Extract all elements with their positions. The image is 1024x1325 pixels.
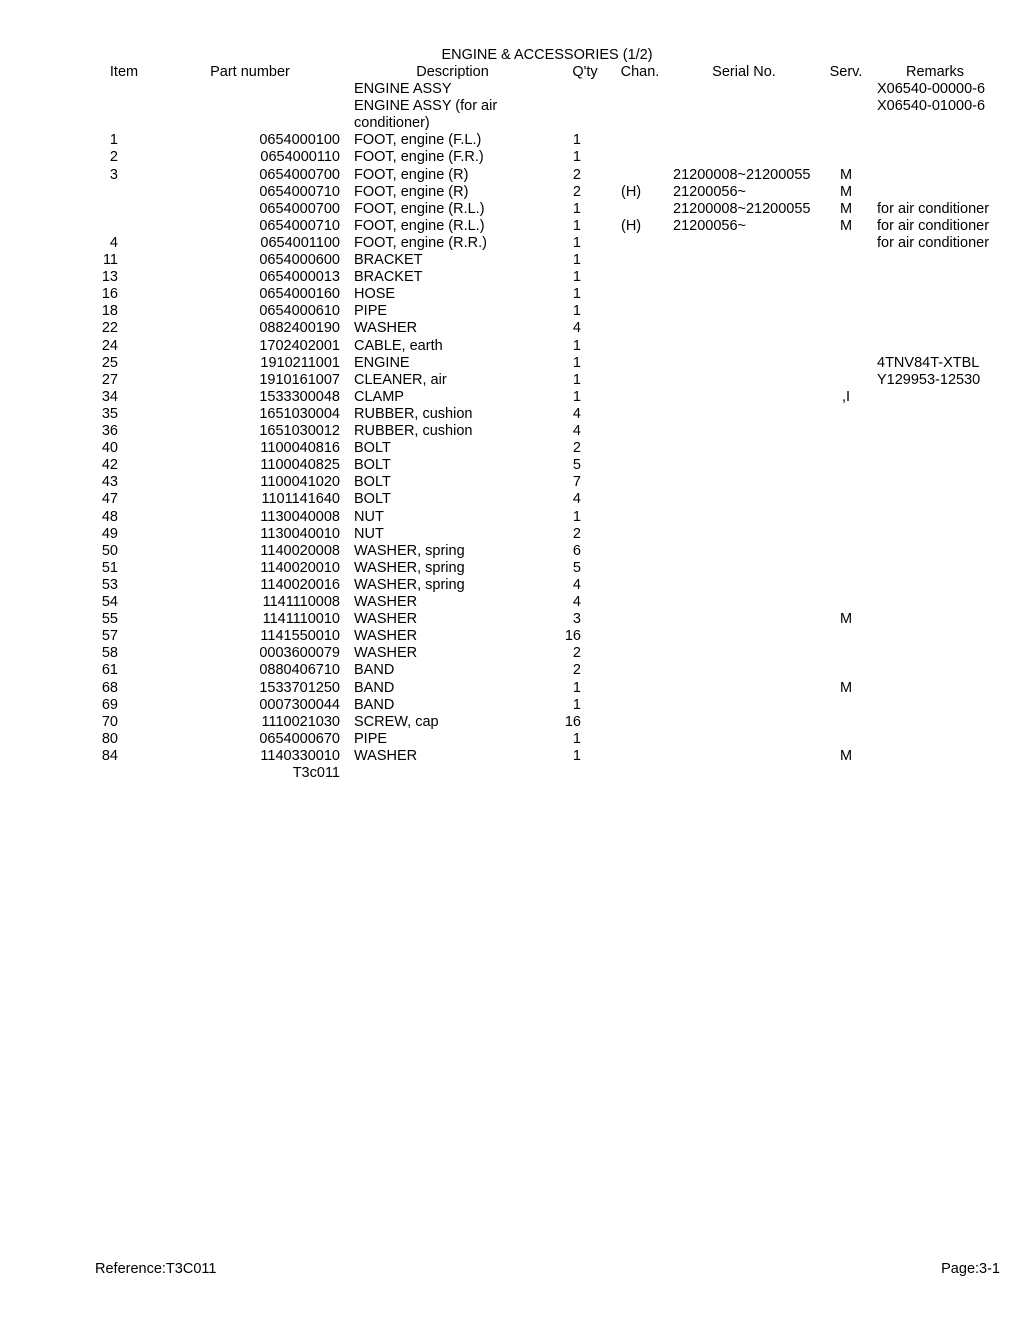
description: ENGINE ASSY (for air	[354, 98, 498, 115]
table-row	[0, 560, 1024, 577]
quantity: 1	[572, 388, 581, 405]
service-code: M	[839, 200, 853, 217]
description: WASHER	[354, 645, 418, 662]
quantity: 5	[572, 457, 581, 474]
part-number: 1100041020	[260, 474, 340, 491]
quantity: 1	[572, 747, 581, 764]
description: FOOT, engine (R.R.)	[354, 234, 487, 251]
quantity: 2	[572, 662, 581, 679]
item-number: 57	[101, 628, 118, 645]
item-number: 13	[101, 269, 118, 286]
part-number: 1141110008	[262, 594, 340, 610]
description: FOOT, engine (R)	[354, 166, 469, 183]
description: BOLT	[354, 457, 391, 474]
table-row	[0, 423, 1024, 440]
service-code: M	[839, 679, 853, 696]
serial-number: 21200056~	[673, 217, 746, 234]
change-code: (H)	[621, 183, 642, 200]
description: RUBBER, cushion	[354, 405, 473, 422]
quantity: 1	[572, 508, 581, 525]
table-row	[0, 372, 1024, 389]
header-chan: Chan.	[620, 64, 660, 80]
part-number: 0654000013	[259, 269, 340, 286]
quantity: 16	[564, 713, 581, 730]
header-serv: Serv.	[829, 64, 863, 80]
quantity: 2	[572, 440, 581, 457]
part-number: 1130040008	[260, 508, 340, 525]
description: CLAMP	[354, 388, 404, 405]
part-number: 0654000100	[259, 132, 340, 149]
quantity: 1	[572, 371, 581, 388]
description: PIPE	[354, 730, 388, 747]
part-number: 1140020008	[260, 542, 340, 559]
remarks: for air conditioner	[877, 217, 990, 234]
description: BAND	[354, 679, 395, 696]
quantity: 2	[572, 166, 581, 183]
description: BRACKET	[354, 252, 423, 268]
table-row	[0, 235, 1024, 252]
remarks: 4TNV84T-XTBL	[877, 354, 980, 371]
table-row	[0, 389, 1024, 406]
description: FOOT, engine (R)	[354, 183, 469, 200]
item-number: 40	[101, 440, 118, 457]
header-remarks: Remarks	[905, 64, 964, 80]
table-row	[0, 457, 1024, 474]
description: BAND	[354, 696, 395, 713]
item-number: 3	[109, 166, 118, 183]
description: CABLE, earth	[354, 337, 443, 354]
description: SCREW, cap	[354, 713, 439, 730]
part-number: 1141110010	[262, 611, 340, 628]
part-number: 0654000610	[259, 303, 340, 320]
quantity: 1	[572, 252, 581, 268]
part-number: 1100040825	[260, 457, 340, 474]
table-row	[0, 765, 1024, 782]
header-description: Description	[416, 64, 489, 80]
part-number: 0654000700	[259, 166, 340, 183]
table-row	[0, 645, 1024, 662]
description: WASHER	[354, 594, 418, 610]
quantity: 2	[572, 183, 581, 200]
description: RUBBER, cushion	[354, 423, 473, 439]
part-number: 1910211001	[260, 354, 340, 371]
part-number: 1140020010	[260, 559, 340, 576]
part-number: 1100040816	[260, 440, 340, 457]
part-number: 1910161007	[259, 371, 340, 388]
item-number: 24	[101, 337, 118, 354]
item-number: 47	[101, 491, 118, 508]
description: WASHER	[354, 628, 418, 645]
table-row	[0, 252, 1024, 269]
item-number: 84	[101, 747, 118, 764]
table-row	[0, 697, 1024, 714]
item-number: 61	[101, 662, 118, 679]
item-number: 27	[101, 371, 118, 388]
description: conditioner)	[354, 115, 430, 132]
table-row	[0, 355, 1024, 372]
table-row	[0, 474, 1024, 491]
description: FOOT, engine (R.L.)	[354, 217, 485, 234]
description: FOOT, engine (F.L.)	[354, 132, 482, 149]
quantity: 2	[572, 525, 581, 542]
item-number: 49	[101, 525, 118, 542]
part-number: 0880406710	[259, 662, 340, 679]
description: PIPE	[354, 303, 388, 320]
item-number: 50	[101, 542, 118, 559]
part-number: 1130040010	[260, 525, 340, 542]
quantity: 1	[572, 354, 581, 371]
table-row	[0, 81, 1024, 98]
description: BRACKET	[354, 269, 423, 286]
remarks: X06540-00000-6	[877, 81, 986, 97]
description: BOLT	[354, 491, 391, 508]
table-row	[0, 269, 1024, 286]
part-number: 0654000700	[259, 200, 340, 217]
description: WASHER, spring	[354, 576, 465, 593]
quantity: 1	[572, 679, 581, 696]
description: WASHER, spring	[354, 559, 465, 576]
service-code: M	[839, 183, 853, 200]
part-number: 1651030004	[259, 405, 340, 422]
table-row	[0, 286, 1024, 303]
item-number: 36	[101, 423, 118, 439]
remarks: X06540-01000-6	[877, 98, 986, 115]
quantity: 1	[572, 149, 581, 166]
remarks: for air conditioner	[877, 200, 990, 217]
remarks: Y129953-12530	[877, 371, 981, 388]
table-row	[0, 132, 1024, 149]
description: NUT	[354, 525, 384, 542]
description: WASHER	[354, 611, 418, 628]
quantity: 1	[572, 132, 581, 149]
item-number: 11	[102, 252, 118, 268]
table-row	[0, 662, 1024, 679]
quantity: 1	[572, 286, 581, 303]
remarks: for air conditioner	[877, 234, 990, 251]
item-number: 4	[109, 234, 118, 251]
footer-reference: Reference:T3C011	[95, 1261, 217, 1277]
table-row	[0, 731, 1024, 748]
item-number: 1	[109, 132, 118, 149]
table-row	[0, 628, 1024, 645]
part-number: 1110021030	[261, 713, 340, 730]
table-row	[0, 184, 1024, 201]
item-number: 25	[101, 354, 118, 371]
item-number: 69	[101, 696, 118, 713]
part-number: 1702402001	[259, 337, 340, 354]
page-title: ENGINE & ACCESSORIES (1/2)	[441, 47, 653, 63]
quantity: 1	[572, 303, 581, 320]
table-row	[0, 526, 1024, 543]
part-number: 1141550010	[260, 628, 340, 645]
table-row	[0, 115, 1024, 132]
description: WASHER	[354, 747, 418, 764]
part-number: 0654000600	[259, 252, 340, 268]
quantity: 16	[564, 628, 581, 645]
item-number: 42	[101, 457, 118, 474]
service-code: M	[839, 217, 853, 234]
table-row	[0, 491, 1024, 508]
table-row	[0, 338, 1024, 355]
item-number: 35	[101, 405, 118, 422]
quantity: 1	[572, 234, 581, 251]
item-number: 58	[101, 645, 118, 662]
table-row	[0, 218, 1024, 235]
quantity: 1	[572, 217, 581, 234]
quantity: 7	[572, 474, 581, 491]
description: FOOT, engine (F.R.)	[354, 149, 484, 166]
item-number: 2	[109, 149, 118, 166]
table-row	[0, 748, 1024, 765]
part-number: 0882400190	[259, 320, 340, 337]
table-row	[0, 167, 1024, 184]
part-number: 0003600079	[259, 645, 340, 662]
quantity: 4	[572, 423, 581, 439]
table-row	[0, 611, 1024, 628]
service-code: M	[839, 747, 853, 764]
description: ENGINE	[354, 354, 410, 371]
item-number: 18	[101, 303, 118, 320]
change-code: (H)	[621, 217, 642, 234]
description: FOOT, engine (R.L.)	[354, 200, 485, 217]
item-number: 70	[101, 713, 118, 730]
part-number: T3c011	[292, 765, 340, 781]
part-number: 1533701250	[259, 679, 340, 696]
quantity: 3	[572, 611, 581, 628]
table-row	[0, 509, 1024, 526]
description: CLEANER, air	[354, 371, 447, 388]
description: BOLT	[354, 440, 391, 457]
quantity: 6	[572, 542, 581, 559]
description: WASHER	[354, 320, 418, 337]
item-number: 80	[101, 730, 118, 747]
description: NUT	[354, 508, 384, 525]
quantity: 4	[572, 320, 581, 337]
quantity: 1	[572, 696, 581, 713]
part-number: 0007300044	[259, 696, 340, 713]
header-item: Item	[109, 64, 139, 80]
quantity: 2	[572, 645, 581, 662]
part-number: 1101141640	[261, 491, 340, 508]
part-number: 0654000110	[260, 149, 340, 166]
part-number: 1140330010	[260, 747, 340, 764]
description: BAND	[354, 662, 395, 679]
table-row	[0, 98, 1024, 115]
part-number: 0654001100	[260, 234, 340, 251]
description: BOLT	[354, 474, 391, 491]
service-code: M	[839, 611, 853, 628]
table-row	[0, 714, 1024, 731]
part-number: 1533300048	[259, 388, 340, 405]
quantity: 1	[572, 337, 581, 354]
serial-number: 21200008~21200055	[673, 166, 811, 183]
quantity: 4	[572, 491, 581, 508]
service-code: ,I	[841, 388, 851, 405]
part-number: 1651030012	[259, 423, 340, 439]
table-row	[0, 680, 1024, 697]
description: ENGINE ASSY	[354, 81, 452, 97]
description: HOSE	[354, 286, 396, 303]
quantity: 1	[572, 200, 581, 217]
part-number: 0654000710	[259, 217, 340, 234]
item-number: 54	[101, 594, 118, 610]
header-serial-no: Serial No.	[712, 64, 776, 80]
item-number: 55	[101, 611, 118, 628]
quantity: 4	[572, 594, 581, 610]
quantity: 4	[572, 576, 581, 593]
table-row	[0, 320, 1024, 337]
table-row	[0, 440, 1024, 457]
item-number: 51	[101, 559, 118, 576]
item-number: 53	[101, 576, 118, 593]
part-number: 0654000710	[259, 183, 340, 200]
table-row	[0, 543, 1024, 560]
serial-number: 21200056~	[673, 183, 746, 200]
item-number: 68	[101, 679, 118, 696]
serial-number: 21200008~21200055	[673, 200, 811, 217]
description: WASHER, spring	[354, 542, 465, 559]
item-number: 48	[101, 508, 118, 525]
header-qty: Q'ty	[572, 64, 598, 80]
table-row	[0, 303, 1024, 320]
item-number: 22	[101, 320, 118, 337]
item-number: 34	[101, 388, 118, 405]
quantity: 1	[572, 730, 581, 747]
quantity: 4	[572, 405, 581, 422]
table-row	[0, 149, 1024, 166]
quantity: 1	[572, 269, 581, 286]
part-number: 0654000160	[259, 286, 340, 303]
service-code: M	[839, 166, 853, 183]
item-number: 43	[101, 474, 118, 491]
item-number: 16	[101, 286, 118, 303]
footer-page: Page:3-1	[941, 1261, 1000, 1277]
part-number: 1140020016	[260, 576, 340, 593]
part-number: 0654000670	[259, 730, 340, 747]
header-part-number: Part number	[210, 64, 290, 80]
quantity: 5	[572, 559, 581, 576]
table-row	[0, 577, 1024, 594]
table-row	[0, 594, 1024, 611]
table-row	[0, 201, 1024, 218]
table-row	[0, 406, 1024, 423]
